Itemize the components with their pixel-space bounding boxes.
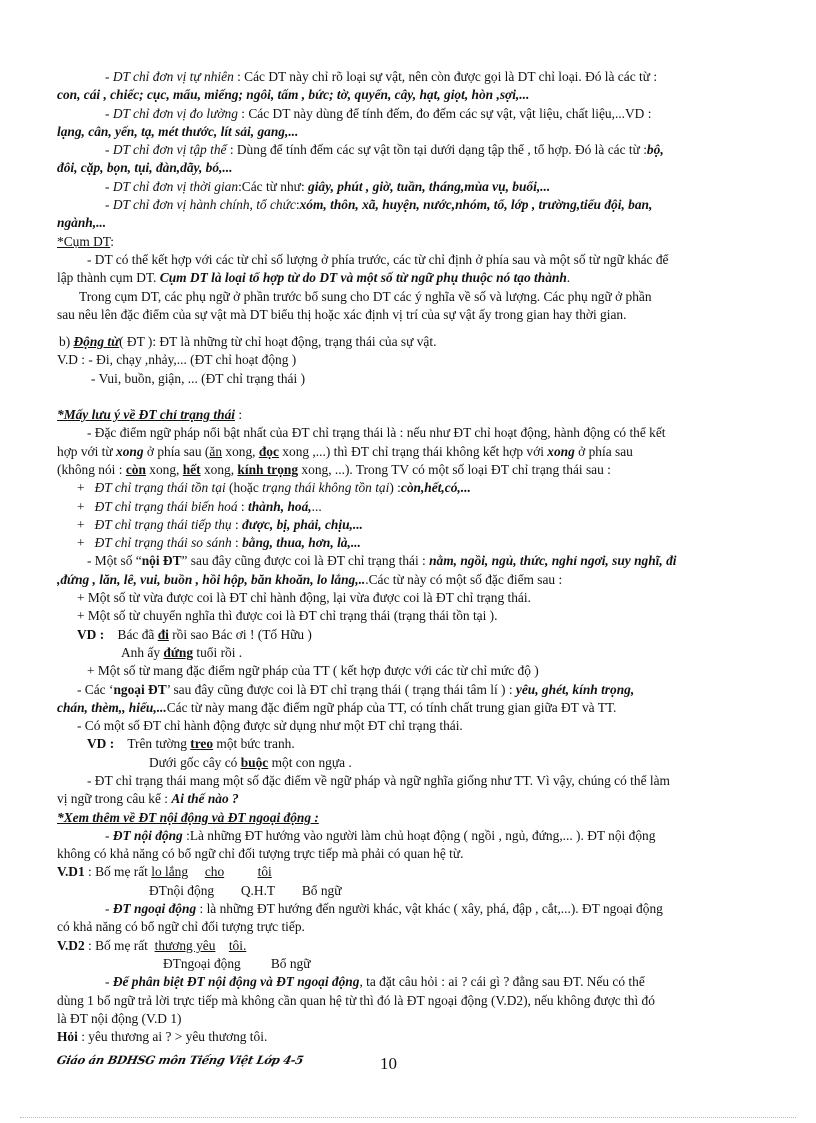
noun-phrase-p2a: Trong cụm DT, các phụ ngữ ở phần trước bổ sung cho DT các ý nghĩa về số và lượng. Các phụ ngữ ở phần — [79, 288, 652, 304]
term-label: DT chỉ đơn vị đo lường — [112, 105, 238, 121]
feature-1: + Một số từ vừa được coi là ĐT chỉ hành động, lại vừa được coi là ĐT chỉ trạng thái. — [77, 590, 531, 606]
vd2-tags — [57, 955, 769, 973]
question-line — [57, 1028, 769, 1046]
type-examples: còn,hết,có,... — [400, 480, 471, 496]
state-verb-l1: - Đặc điểm ngữ pháp nổi bật nhất của ĐT chỉ trạng thái là : nếu như ĐT chỉ hoạt động, hành động có thể kết — [87, 425, 666, 441]
tag: ĐTnội động — [149, 882, 215, 898]
verb-label: Động từ — [73, 334, 120, 350]
dash: - — [105, 974, 113, 990]
highlight-word: tôi — [257, 864, 272, 880]
text-run: : yêu thương ai ? > yêu thương tôi. — [77, 1029, 268, 1045]
word-doc: đọc — [258, 443, 279, 459]
text-run: .Các từ này có một số đặc điểm sau : — [365, 571, 563, 587]
text-run: một bức tranh. — [213, 736, 295, 752]
verb-example-1 — [57, 351, 769, 369]
page-content — [57, 68, 769, 1046]
term-label: ĐT ngoại động — [112, 901, 197, 917]
verb-intro — [57, 333, 769, 351]
text-run: . — [566, 270, 571, 286]
feature-2: + Một số từ chuyển nghĩa thì được coi là ĐT chỉ trạng thái (trạng thái tồn tại ). — [77, 608, 498, 624]
distinguish-l1 — [57, 973, 769, 991]
text-run: :Là những ĐT hướng vào người làm chủ hoạt động ( ngồi , ngủ, đứng,... ). ĐT nội động — [182, 827, 656, 843]
state-type-compare — [57, 534, 769, 552]
dash: - — [105, 901, 113, 917]
section-heading: *Mấy lưu ý về ĐT chỉ trạng thái — [57, 407, 236, 423]
text-run: (không nói : — [57, 461, 126, 477]
term-label: DT chỉ đơn vị hành chính, tổ chức — [112, 197, 296, 213]
dash: - — [105, 69, 113, 84]
tag: Q.H.T — [240, 882, 276, 898]
verb-definition: : ĐT là những từ chỉ hoạt động, trạng thái của sự vật. — [152, 334, 437, 350]
word-con: còn — [125, 461, 146, 477]
text-run: ở phía sau — [574, 443, 633, 459]
word-examples: yêu, ghét, kính trọng, — [515, 681, 635, 697]
type-examples: được, bị, phải, chịu,... — [242, 516, 363, 532]
text-run: trạng thái không tồn tại — [262, 480, 390, 496]
text-run: , ta đặt câu hỏi : ai ? cái gì ? đằng sau ĐT. Nếu có thể — [359, 974, 645, 990]
text-run: Bác đã — [117, 626, 158, 642]
highlight-word: thương yêu — [154, 937, 216, 953]
text-run: : — [231, 516, 243, 532]
noun-phrase-p2b: sau nêu lên đặc điểm của sự vật mà DT biểu thị hoặc xác định vị trí của sự vật ấy trong gian hay thời gian. — [57, 306, 627, 322]
state-verb-l3 — [57, 461, 769, 479]
noun-phrase-definition: Cụm DT là loại tổ hợp từ do DT và một số từ ngữ phụ thuộc nó tạo thành — [159, 270, 567, 286]
word-examples: ,đứng , lăn, lê, vui, buồn , hồi hộp, băn khoăn, lo lắng,.. — [57, 571, 366, 587]
vd1-sentence — [57, 863, 769, 881]
word-xong: xong — [116, 443, 144, 459]
text-run: Anh ấy — [121, 644, 164, 660]
action-as-state: - Có một số ĐT chỉ hành động được sử dụng như một ĐT chỉ trạng thái. — [77, 718, 463, 734]
type-examples: bằng, thua, hơn, là,... — [242, 535, 361, 551]
text-run: ngoại ĐT — [113, 681, 167, 697]
word-kinh-trong: kính trọng — [237, 461, 299, 477]
text-run: tuổi rồi . — [193, 644, 243, 660]
noun-unit-measure — [57, 105, 769, 123]
bullet: + — [77, 516, 85, 532]
noun-unit-collective — [57, 141, 769, 159]
example-label: V.D : — [57, 352, 86, 368]
text-run: - Một số “ — [87, 553, 142, 569]
term-description: : — [295, 197, 300, 213]
heading-colon: : — [235, 407, 243, 423]
intransitive-def-l2: không có khả năng có bổ ngữ chỉ đối tượng trực tiếp mà phải có quan hệ từ. — [57, 846, 464, 862]
question-pattern: Ai thế nào ? — [171, 791, 239, 807]
item-prefix: b) — [59, 334, 71, 350]
vd1-tags — [57, 882, 769, 900]
example-di — [57, 626, 769, 644]
example-label: VD : — [77, 626, 105, 642]
verb-example-2: - Vui, buồn, giận, ... (ĐT chỉ trạng thái ) — [91, 370, 306, 386]
verb-abbr: ( ĐT ) — [119, 334, 153, 350]
text-run: Trên tường — [127, 736, 191, 752]
state-summary-l1: - ĐT chỉ trạng thái mang một số đặc điểm về ngữ pháp và ngữ nghĩa giống như TT. Vì vậy, chúng có thể làm — [87, 772, 670, 788]
text-run: vị ngữ trong câu kể : — [57, 791, 172, 807]
bullet: + — [77, 535, 85, 551]
noun-unit-collective-examples: đôi, cặp, bọn, tụi, đàn,dãy, bó,... — [57, 160, 233, 176]
text-run: : là những ĐT hướng đến người khác, vật khác ( xây, phá, đập , cắt,...). ĐT ngoại động — [196, 901, 663, 917]
noun-phrase-p1b — [57, 269, 769, 287]
noun-unit-measure-examples: lạng, cân, yến, tạ, mét thước, lít sải, gang,... — [57, 123, 299, 139]
intransitive-list-l2 — [57, 571, 769, 589]
term-label: Để phân biệt ĐT nội động và ĐT ngoại động — [112, 974, 360, 990]
term-label: DT chỉ đơn vị thời gian — [112, 178, 239, 194]
highlight-word: buộc — [240, 754, 269, 770]
bullet: + — [77, 498, 85, 514]
type-label: ĐT chỉ trạng thái tồn tại — [94, 480, 226, 496]
example-label: V.D2 — [57, 937, 85, 953]
text-run: - Các ‘ — [77, 681, 114, 697]
noun-unit-natural — [57, 68, 769, 86]
text-run: : Bố mẹ rất — [84, 864, 152, 880]
text-run: Dưới gốc cây có — [149, 754, 241, 770]
term-examples: xóm, thôn, xã, huyện, nước,nhóm, tổ, lớp , trường,tiểu đội, ban, — [299, 197, 653, 213]
bullet: + — [77, 480, 85, 496]
word-an: ăn — [209, 443, 223, 459]
noun-phrase-p1a: - DT có thể kết hợp với các từ chỉ số lượng ở phía trước, các từ chỉ định ở phía sau và một số từ ngữ khác để — [87, 251, 669, 267]
text-run: : — [231, 535, 243, 551]
word-examples: chán, thèm,, hiểu,... — [57, 699, 167, 715]
intransitive-list-l1 — [57, 552, 769, 570]
text-run: xong, — [145, 461, 183, 477]
highlight-word: đi — [157, 626, 169, 642]
bottom-divider — [20, 1117, 796, 1118]
term-description: : Các DT này dùng để tính đếm, đo đếm các sự vật, vật liệu, chất liệu,...VD : — [237, 105, 652, 121]
feature-3: + Một số từ mang đặc điểm ngữ pháp của TT ( kết hợp được với các từ chỉ mức độ ) — [87, 663, 539, 679]
transitive-list-l1 — [57, 681, 769, 699]
section-heading: *Cụm DT — [57, 233, 111, 249]
question-label: Hỏi — [57, 1029, 78, 1045]
text-run: Các từ này mang đặc điểm ngữ pháp của TT, có tính chất trung gian giữa ĐT và TT. — [166, 699, 617, 715]
text-run: nội ĐT — [141, 553, 182, 569]
transitivity-heading: *Xem thêm về ĐT nội động và ĐT ngoại động : — [57, 809, 319, 825]
example-label: VD : — [87, 736, 115, 752]
text-run: : — [237, 498, 248, 514]
state-type-existence — [57, 479, 769, 497]
state-summary-l2 — [57, 790, 769, 808]
text-run: ” sau đây cũng được coi là ĐT chỉ trạng thái : — [181, 553, 430, 569]
type-label: ĐT chỉ trạng thái biến hoá — [94, 498, 238, 514]
transitive-list-l2 — [57, 699, 769, 717]
text-run: một con ngựa . — [268, 754, 352, 770]
term-label: DT chỉ đơn vị tự nhiên — [112, 69, 234, 84]
text-run: ’ sau đây cũng được coi là ĐT chỉ trạng thái ( trạng thái tâm lí ) : — [166, 681, 516, 697]
state-verb-l2 — [57, 443, 769, 461]
intransitive-def-l1 — [57, 827, 769, 845]
text-run: (hoặc — [225, 480, 263, 496]
highlight-word: treo — [190, 736, 214, 752]
term-label: DT chỉ đơn vị tập thể — [112, 142, 227, 158]
highlight-word: lo lắng — [151, 864, 189, 880]
distinguish-l2: dùng 1 bổ ngữ trả lời trực tiếp mà không cần quan hệ từ thì đó là ĐT ngoại động (V.D2), nếu không được thì đó — [57, 992, 655, 1008]
word-examples: nằm, ngồi, ngủ, thức, nghỉ ngơi, suy nghĩ, đi — [429, 553, 677, 569]
dash: - — [105, 142, 113, 158]
transitive-def-l1 — [57, 900, 769, 918]
highlight-word: cho — [204, 864, 225, 880]
tag: Bổ ngữ — [301, 882, 342, 898]
example-treo — [57, 735, 769, 753]
dash: - — [105, 178, 113, 194]
word-xong: xong — [547, 443, 575, 459]
example-dung — [57, 644, 769, 662]
dash: - — [105, 105, 113, 121]
text-run: ở phía sau ( — [143, 443, 210, 459]
noun-unit-natural-examples: con, cái , chiếc; cục, mẩu, miếng; ngôi, tấm , bức; tờ, quyển, cây, hạt, giọt, hòn ,sợi,... — [57, 87, 530, 103]
term-description: : Dùng để tính đếm các sự vật tồn tại dưới dạng tập thể , tổ hợp. Đó là các từ : — [226, 142, 647, 158]
term-label: ĐT nội động — [112, 827, 183, 843]
example-buoc — [57, 754, 769, 772]
noun-unit-admin-examples: ngành,... — [57, 215, 107, 231]
text-run: ... — [311, 498, 322, 514]
text-run: ) : — [389, 480, 401, 496]
noun-unit-admin — [57, 196, 769, 214]
footer-signature: Giáo án BDHSG môn Tiếng Việt Lớp 4-5 — [55, 1053, 305, 1067]
term-examples: bộ, — [646, 142, 664, 158]
term-description: :Các từ như: — [238, 178, 309, 194]
text-run: xong, ...). Trong TV có một số loại ĐT chỉ trạng thái sau : — [298, 461, 611, 477]
text-run: rồi sao Bác ơi ! (Tố Hữu ) — [168, 626, 312, 642]
page-number: 10 — [380, 1054, 397, 1073]
dash: - — [105, 197, 113, 213]
state-verb-heading — [57, 406, 769, 424]
type-label: ĐT chỉ trạng thái tiếp thụ — [94, 516, 232, 532]
tag: Bổ ngữ — [270, 955, 311, 971]
highlight-word: đứng — [163, 644, 194, 660]
noun-phrase-heading — [57, 233, 769, 251]
highlight-word: tôi. — [228, 937, 247, 953]
distinguish-l3: là ĐT nội động (V.D 1) — [57, 1010, 182, 1026]
word-het: hết — [182, 461, 201, 477]
state-type-receive — [57, 516, 769, 534]
text-run: xong, — [200, 461, 238, 477]
noun-unit-time — [57, 178, 769, 196]
dash: - — [105, 827, 113, 843]
type-examples: thành, hoá, — [248, 498, 312, 514]
example-text: - Đi, chạy ,nhảy,... (ĐT chỉ hoạt động ) — [85, 352, 297, 368]
text-run: hợp với từ — [57, 443, 116, 459]
tag: ĐTngoại động — [163, 955, 241, 971]
state-type-transform — [57, 498, 769, 516]
transitive-def-l2: có khả năng có bổ ngữ chỉ đối tượng trực tiếp. — [57, 919, 305, 935]
text-run: xong ,...) thì ĐT chỉ trạng thái không kết hợp với — [278, 443, 548, 459]
text-run: xong, — [222, 443, 259, 459]
vd2-sentence — [57, 937, 769, 955]
heading-colon: : — [110, 233, 115, 249]
text-run: : Bố mẹ rất — [84, 937, 152, 953]
type-label: ĐT chỉ trạng thái so sánh — [94, 535, 232, 551]
text-run: lập thành cụm DT. — [57, 270, 157, 286]
example-label: V.D1 — [57, 864, 85, 880]
term-examples: giây, phút , giờ, tuần, tháng,mùa vụ, buổi,... — [308, 178, 551, 194]
term-description: : Các DT này chỉ rõ loại sự vật, nên còn được gọi là DT chỉ loại. Đó là các từ : — [233, 69, 658, 84]
